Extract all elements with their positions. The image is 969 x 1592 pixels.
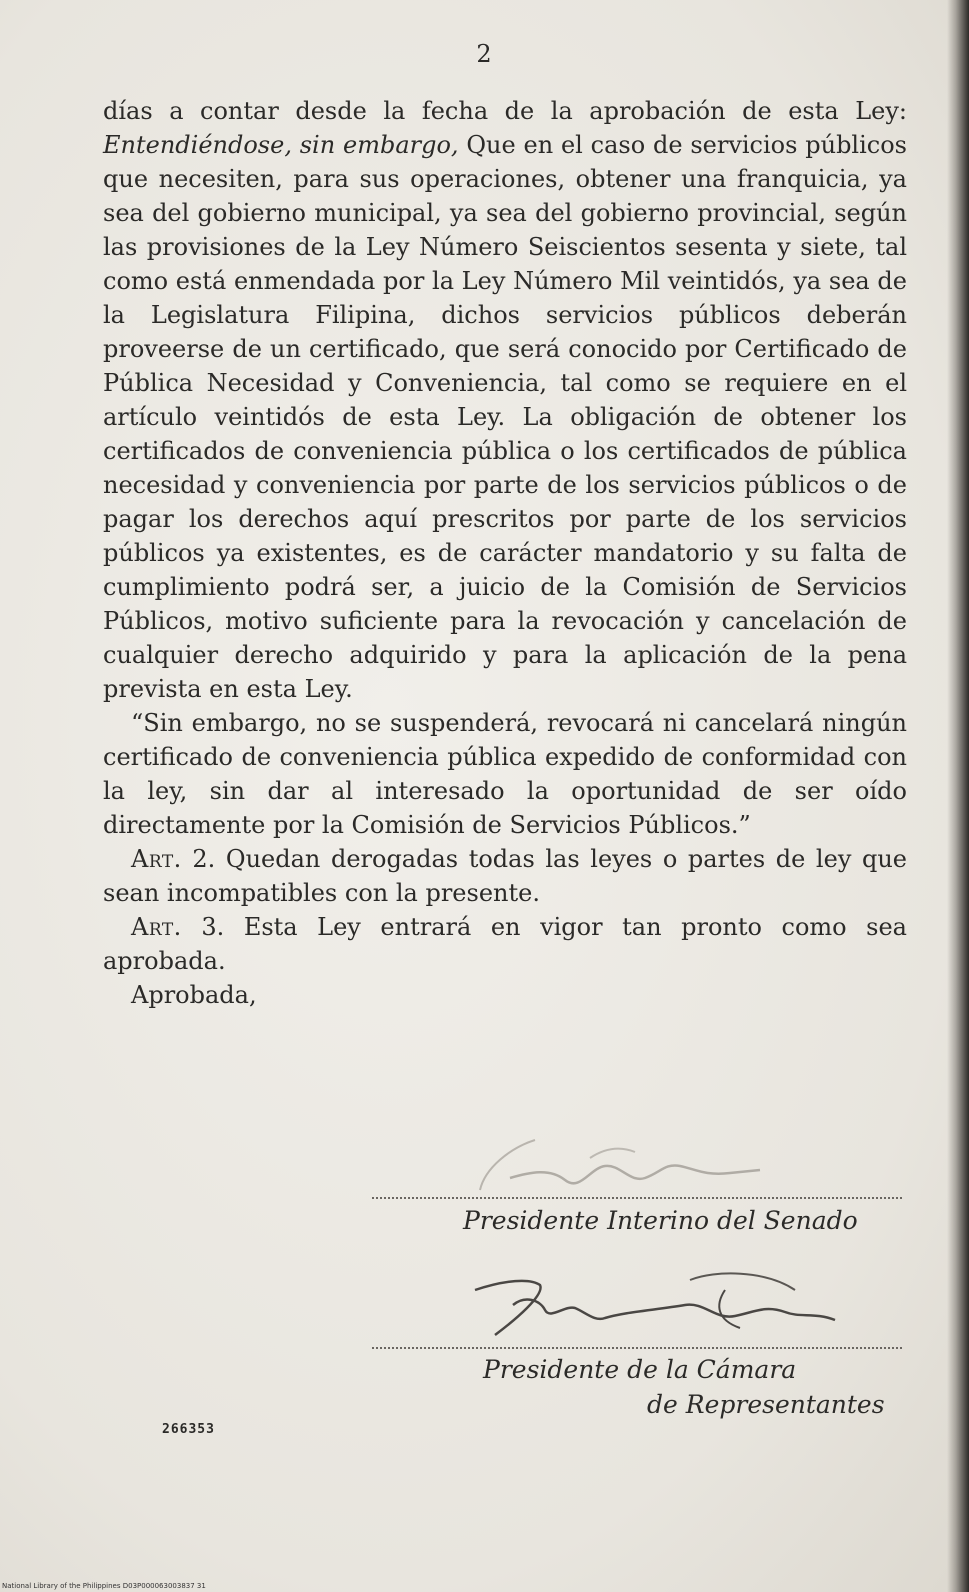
paragraph [103,842,907,910]
senate-signature-title: Presidente Interino del Senado [463,1206,858,1235]
italic-phrase: Entendiéndose, sin embargo, [103,131,459,159]
page-edge-shadow [947,0,969,1592]
house-signature-line [372,1347,902,1349]
paragraph-text: 2. Quedan derogadas todas las leyes o partes de ley que sean incompatibles con la presente. [103,845,907,907]
paragraph [103,978,907,1012]
document-code: 266353 [162,1422,215,1437]
paragraph-text: 3. Esta Ley entrará en vigor tan pronto como sea aprobada. [103,913,907,975]
paragraph-text: Aprobada, [131,981,257,1009]
paragraph-text: Que en el caso de servicios públicos que necesiten, para sus operaciones, obtener una franquicia, ya sea del gobierno municipal, ya sea del gobierno provincial, según las provisiones de la Ley Número Seiscientos sesenta y siete, tal como está enmendada por la Ley Número Mil veintidós, ya sea de la Legislatura Filipina, dichos servicios públicos deberán proveerse de un certificado, que será conocido por Certificado de Pública Necesidad y Conveniencia, tal como se requiere en el artículo veintidós de esta Ley. La obligación de obtener los certificados de conveniencia pública o los certificados de pública necesidad y conveniencia por parte de los servicios públicos o de pagar los derechos aquí prescritos por parte de los servicios públicos ya existentes, es de carácter mandatorio y su falta de cumplimiento podrá ser, a juicio de la Comisión de Servicios Públicos, motivo suficiente para la revocación y cancelación de cualquier derecho adquirido y para la aplicación de la pena prevista en esta Ley. [103,131,907,703]
paragraph-text: “Sin embargo, no se suspenderá, revocará ni cancelará ningún certificado de conveniencia pública expedido de conformidad con la ley, sin dar al interesado la oportunidad de ser oído directamente por la Comisión de Servicios Públicos.” [103,709,907,839]
paragraph [103,910,907,978]
house-signature-title-line2: de Representantes [647,1390,885,1419]
article-label: Art. [131,845,182,873]
paragraph [103,706,907,842]
footer-note: National Library of the Philippines D03P000063003837 31 [2,1582,206,1590]
body-text [103,94,907,1012]
paragraph-text: días a contar desde la fecha de la aprobación de esta Ley: [103,97,907,125]
house-signature-title-line1: Presidente de la Cámara [483,1355,797,1384]
paragraph [103,94,907,706]
article-label: Art. [131,913,182,941]
house-signature [455,1250,875,1350]
senate-signature [440,1128,800,1203]
senate-signature-line [372,1197,902,1199]
page-number: 2 [476,40,493,68]
